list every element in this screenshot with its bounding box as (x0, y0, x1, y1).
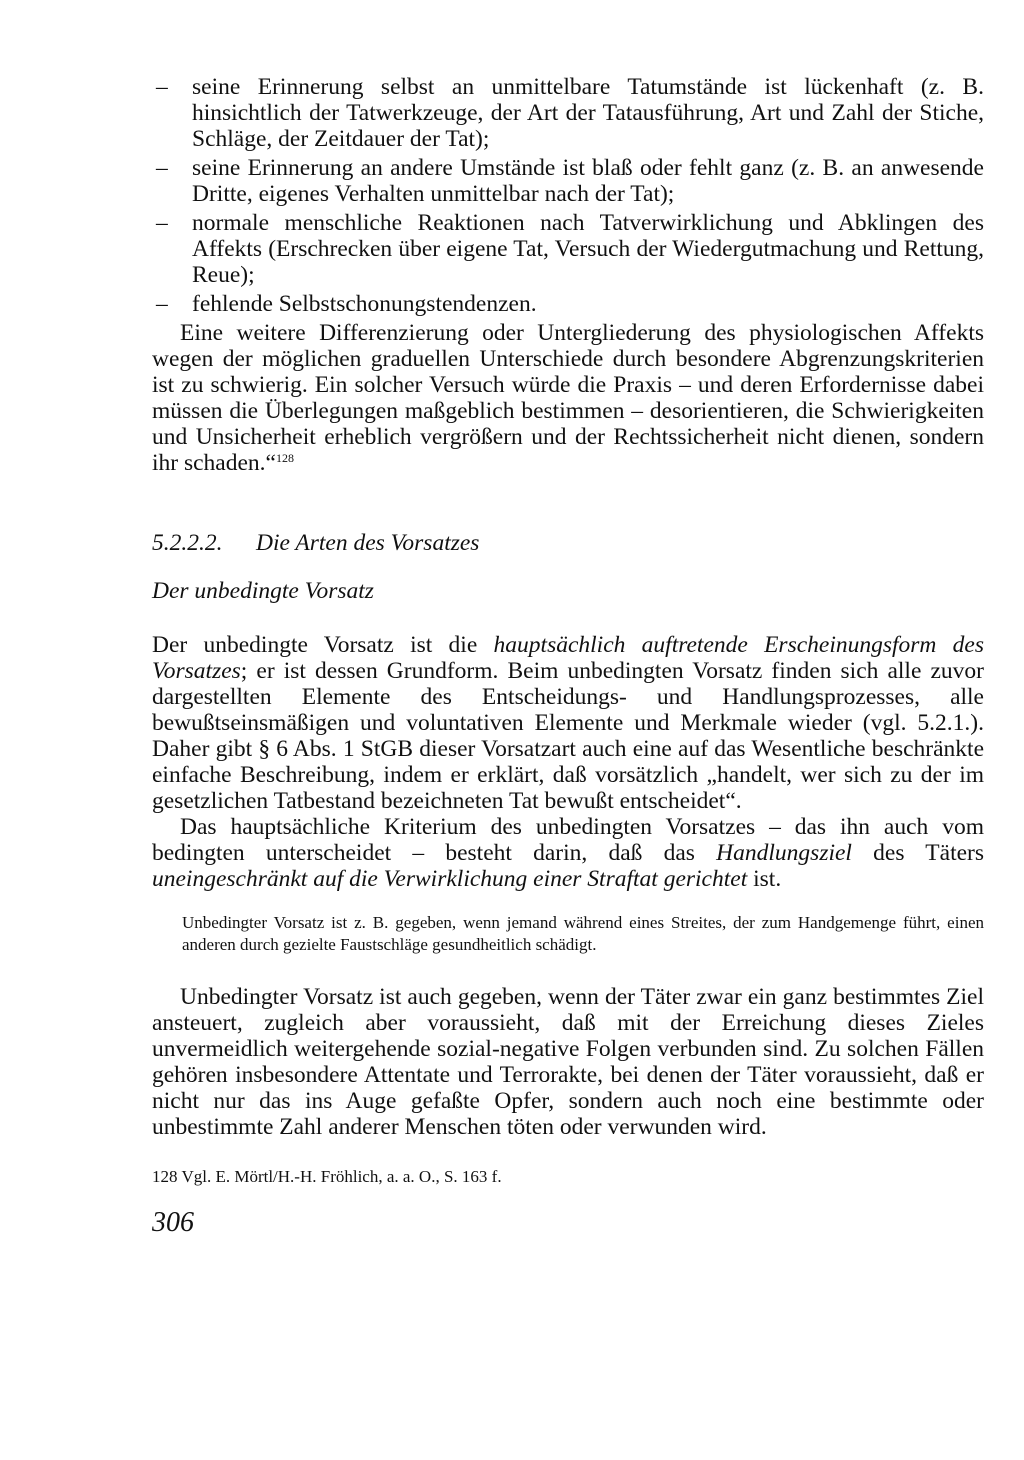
list-item (152, 155, 984, 207)
emphasis-text: hauptsächlich auftretende Erscheinungsform des Vorsatzes (152, 632, 985, 684)
quote-paragraph (152, 320, 984, 476)
page-number: 306 (152, 1207, 194, 1238)
dash-bullet: – (156, 210, 168, 236)
text-run: Der unbedingte Vorsatz ist die (152, 632, 494, 658)
quote-text: Eine weitere Differenzierung oder Untergliederung des physiologischen Affekts wegen der möglichen graduellen Unterschiede durch besondere Abgrenzungskriterien ist zu schwierig. Ein solcher Versuch würde die Praxis – und deren Erfordernisse dabei müssen die Überlegungen maßgeblich bestimmen – desorientieren, die Schwierigkeiten und Unsicherheit erheblich vergrößern und der Rechtssicherheit nicht dienen, sondern ihr schaden.“ (152, 320, 984, 476)
list-item-text: seine Erinnerung selbst an unmittelbare Tatumstände ist lückenhaft (z. B. hinsichtlich der Tatwerkzeuge, der Art der Tatausführung, Art und Zahl der Stiche, Schläge, der Zeitdauer der Tat); (192, 74, 984, 152)
dash-bullet: – (156, 155, 168, 181)
emphasis-text: uneingeschränkt auf die Verwirklichung einer Straftat gerichtet (152, 866, 748, 892)
list-item (152, 74, 984, 152)
list-item (152, 291, 984, 317)
list-item (152, 210, 984, 288)
section-heading (152, 530, 984, 556)
dash-bullet: – (156, 74, 168, 100)
body-paragraph-3: Unbedingter Vorsatz ist auch gegeben, wenn der Täter zwar ein ganz bestimmtes Ziel ansteuert, zugleich aber voraussieht, daß mit der Erreichung dieses Zieles unvermeidlich weitergehende sozial-negative Folgen verbunden sind. Zu solchen Fällen gehören insbesondere Attentate und Terrorakte, bei denen der Täter voraussieht, daß er nicht nur das ins Auge gefaßte Opfer, sondern auch noch eine bestimmte oder unbestimmte Zahl anderer Menschen töten oder verwunden wird. (152, 984, 984, 1140)
footnote: 128 Vgl. E. Mörtl/H.-H. Fröhlich, a. a. O., S. 163 f. (152, 1167, 502, 1186)
text-run: des Täters (851, 840, 984, 866)
example-note: Unbedingter Vorsatz ist z. B. gegeben, wenn jemand während eines Streites, der zum Handgemenge führt, einen anderen durch gezielte Faustschläge gesundheitlich schädigt. (182, 913, 984, 954)
footnote-reference: 128 (275, 451, 294, 465)
subsection-heading: Der unbedingte Vorsatz (152, 578, 374, 604)
emphasis-text: Handlungsziel (716, 840, 852, 866)
list-item-text: fehlende Selbstschonungstendenzen. (192, 291, 537, 317)
criteria-list (152, 74, 984, 317)
list-item-text: normale menschliche Reaktionen nach Tatverwirklichung und Abklingen des Affekts (Erschrecken über eigene Tat, Versuch der Wiedergutmachung und Rettung, Reue); (192, 210, 984, 288)
section-title: Die Arten des Vorsatzes (256, 530, 480, 556)
dash-bullet: – (156, 291, 168, 317)
text-run: Das hauptsächliche Kriterium des unbedingten Vorsatzes – das ihn auch vom bedingten unterscheidet – besteht darin, daß das (152, 814, 984, 866)
list-item-text: seine Erinnerung an andere Umstände ist blaß oder fehlt ganz (z. B. an anwesende Dritte, eigenes Verhalten unmittelbar nach der Tat); (192, 155, 984, 207)
body-paragraph-1 (152, 632, 984, 814)
section-number: 5.2.2.2. (152, 530, 223, 556)
page-content (152, 74, 984, 1238)
text-run: ist. (747, 866, 782, 892)
text-run: ; er ist dessen Grundform. Beim unbedingten Vorsatz finden sich alle zuvor dargestellten Elemente des Entscheidungs- und Handlungsprozesses, alle bewußtseinsmäßigen und voluntativen Elemente und Merkmale wieder (vgl. 5.2.1.). Daher gibt § 6 Abs. 1 StGB dieser Vorsatzart auch eine auf das Wesentliche beschränkte einfache Beschreibung, indem er erklärt, daß vorsätzlich „handelt, wer sich zu der im gesetzlichen Tatbestand bezeichneten Tat bewußt entscheidet“. (152, 658, 984, 814)
body-paragraph-2 (152, 814, 984, 892)
